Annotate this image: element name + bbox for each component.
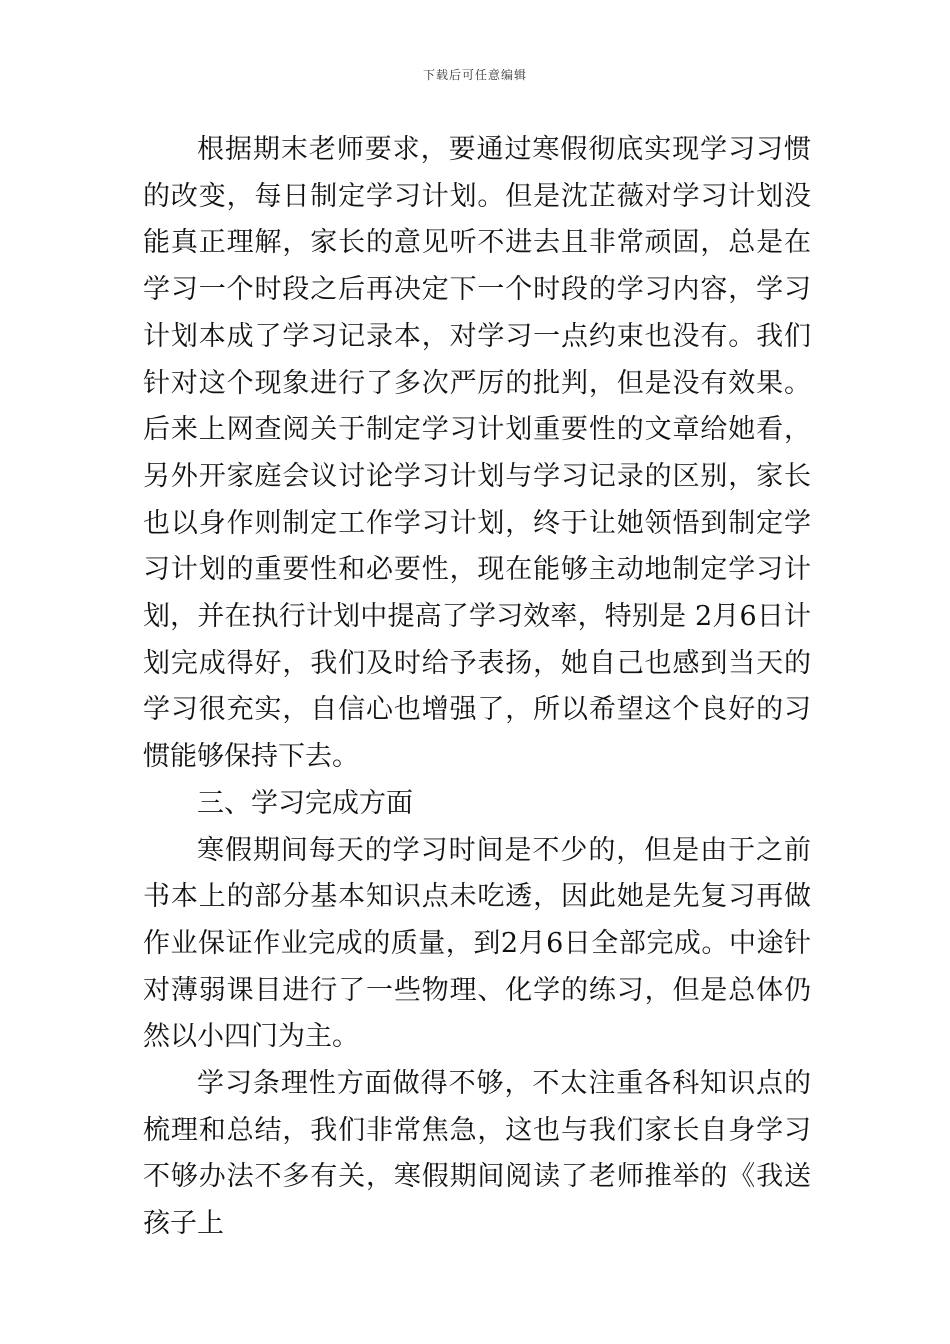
section-heading-study-completion: 三、学习完成方面 — [197, 787, 413, 819]
paragraph-study-organization: 学习条理性方面做得不够，不太注重各科知识点的梳理和总结，我们非常焦急，这也与我们家长自身学习不够办法不多有关，寒假期间阅读了老师推举的《我送孩子上 — [143, 1068, 811, 1240]
page-header-note: 下载后可任意编辑 — [422, 68, 527, 82]
document-body — [143, 127, 811, 1248]
paragraph-homework-completion: 寒假期间每天的学习时间是不少的，但是由于之前书本上的部分基本知识点未吃透，因此她是先复习再做作业保证作业完成的质量，到2月6日全部完成。中途针对薄弱课目进行了一些物理、化学的练习，但是总体仍然以小四门为主。 — [143, 834, 811, 1053]
paragraph-study-plan: 根据期末老师要求，要通过寒假彻底实现学习习惯的改变，每日制定学习计划。但是沈芷薇对学习计划没能真正理解，家长的意见听不进去且非常顽固，总是在学习一个时段之后再决定下一个时段的学习内容，学习计划本成了学习记录本，对学习一点约束也没有。我们针对这个现象进行了多次严厉的批判，但是没有效果。后来上网查阅关于制定学习计划重要性的文章给她看，另外开家庭会议讨论学习计划与学习记录的区别，家长也以身作则制定工作学习计划，终于让她领悟到制定学习计划的重要性和必要性，现在能够主动地制定学习计划，并在执行计划中提高了学习效率，特别是 2月6日计划完成得好，我们及时给予表扬，她自己也感到当天的学习很充实，自信心也增强了，所以希望这个良好的习惯能够保持下去。 — [143, 134, 811, 773]
